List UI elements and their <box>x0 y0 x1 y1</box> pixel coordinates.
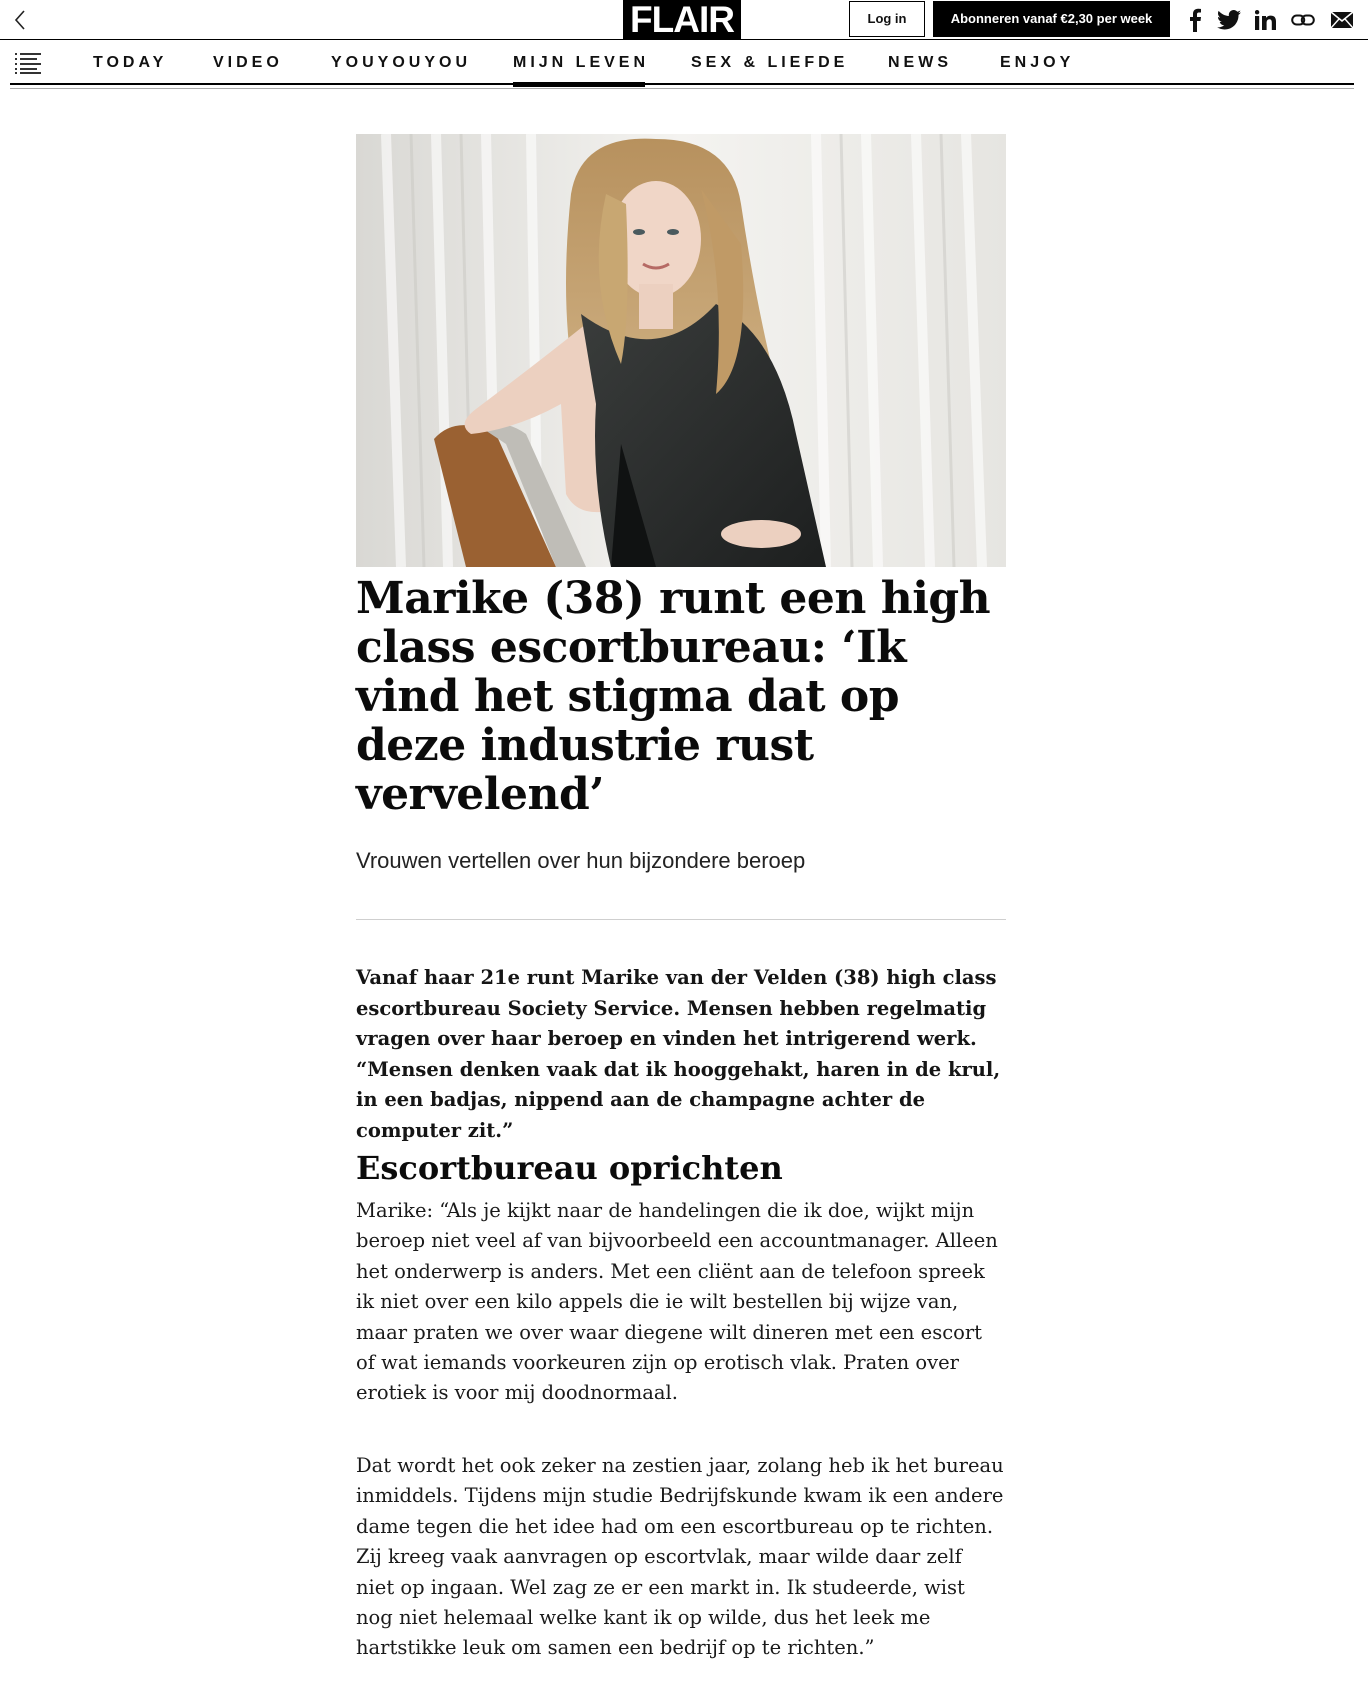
nav-item-video[interactable]: VIDEO <box>213 54 283 71</box>
linkedin-share-button[interactable] <box>1251 6 1281 34</box>
article-paragraph: Marike: “Als je kijkt naar de handelingen die ik doe, wijkt mijn beroep niet veel af van bijvoorbeeld een accountmanager. Alleen het onderwerp is anders. Met een cliënt aan de telefoon spreek ik niet over een kilo appels die ie wilt bestellen bij wijze van, maar praten we over waar diegene wilt dineren met een escort of wat iemands voorkeuren zijn op erotisch vlak. Praten over erotiek is voor mij doodnormaal. <box>356 1199 998 1405</box>
linkedin-icon <box>1255 10 1277 30</box>
mail-icon <box>1330 11 1354 29</box>
nav-item-today[interactable]: TODAY <box>93 54 168 71</box>
nav-item-mijn-leven[interactable]: MIJN LEVEN <box>513 40 649 85</box>
article-subtitle: Vrouwen vertellen over hun bijzondere beroep <box>356 848 806 873</box>
back-button[interactable] <box>6 6 34 34</box>
menu-list-icon <box>15 52 41 74</box>
main-navigation <box>10 40 1354 85</box>
subscribe-button[interactable]: Abonneren vanaf €2,30 per week <box>933 1 1170 37</box>
article-title: Marike (38) runt een high class escortbureau: ‘Ik vind het stigma dat op deze industrie rust vervelend’ <box>356 573 991 820</box>
nav-item-youyouyou[interactable]: YOUYOUYOU <box>331 54 472 71</box>
article-intro: Vanaf haar 21e runt Marike van der Velden (38) high class escortbureau Society Service. Mensen hebben regelmatig vragen over haar beroep en vinden het intrigerend werk. “Mensen denken vaak dat ik hooggehakt, haren in de krul, in een badjas, nippend aan de champagne achter de computer zit.” <box>356 966 1001 1142</box>
link-icon <box>1291 13 1315 27</box>
mail-share-button[interactable] <box>1327 6 1357 34</box>
divider <box>356 919 1006 920</box>
twitter-share-button[interactable] <box>1214 6 1244 34</box>
nav-item-enjoy[interactable]: ENJOY <box>1000 54 1075 71</box>
menu-button[interactable] <box>15 52 41 74</box>
chevron-left-icon <box>13 9 27 31</box>
copy-link-button[interactable] <box>1288 6 1318 34</box>
section-heading: Escortbureau oprichten <box>356 1149 783 1187</box>
twitter-icon <box>1217 10 1241 30</box>
nav-item-sex-liefde[interactable]: SEX & LIEFDE <box>691 54 849 71</box>
portrait-photo <box>356 134 1006 567</box>
facebook-share-button[interactable] <box>1180 6 1210 34</box>
facebook-icon <box>1188 8 1202 32</box>
article-paragraph: Dat wordt het ook zeker na zestien jaar, zolang heb ik het bureau inmiddels. Tijdens mijn studie Bedrijfskunde kwam ik een andere dame tegen die het idee had om een escortbureau op te richten. Zij kreeg vaak aanvragen op escortvlak, maar wilde daar zelf niet op ingaan. Wel zag ze er een markt in. Ik studeerde, wist nog niet helemaal welke kant ik op wilde, dus het leek me hartstikke leuk om samen een bedrijf op te richten.” <box>356 1454 1004 1660</box>
login-button[interactable]: Log in <box>849 1 925 37</box>
flair-logo[interactable]: FLAIR <box>623 0 741 39</box>
article-hero-image <box>356 134 1006 567</box>
top-bar <box>0 0 1368 40</box>
nav-item-news[interactable]: NEWS <box>888 54 952 71</box>
